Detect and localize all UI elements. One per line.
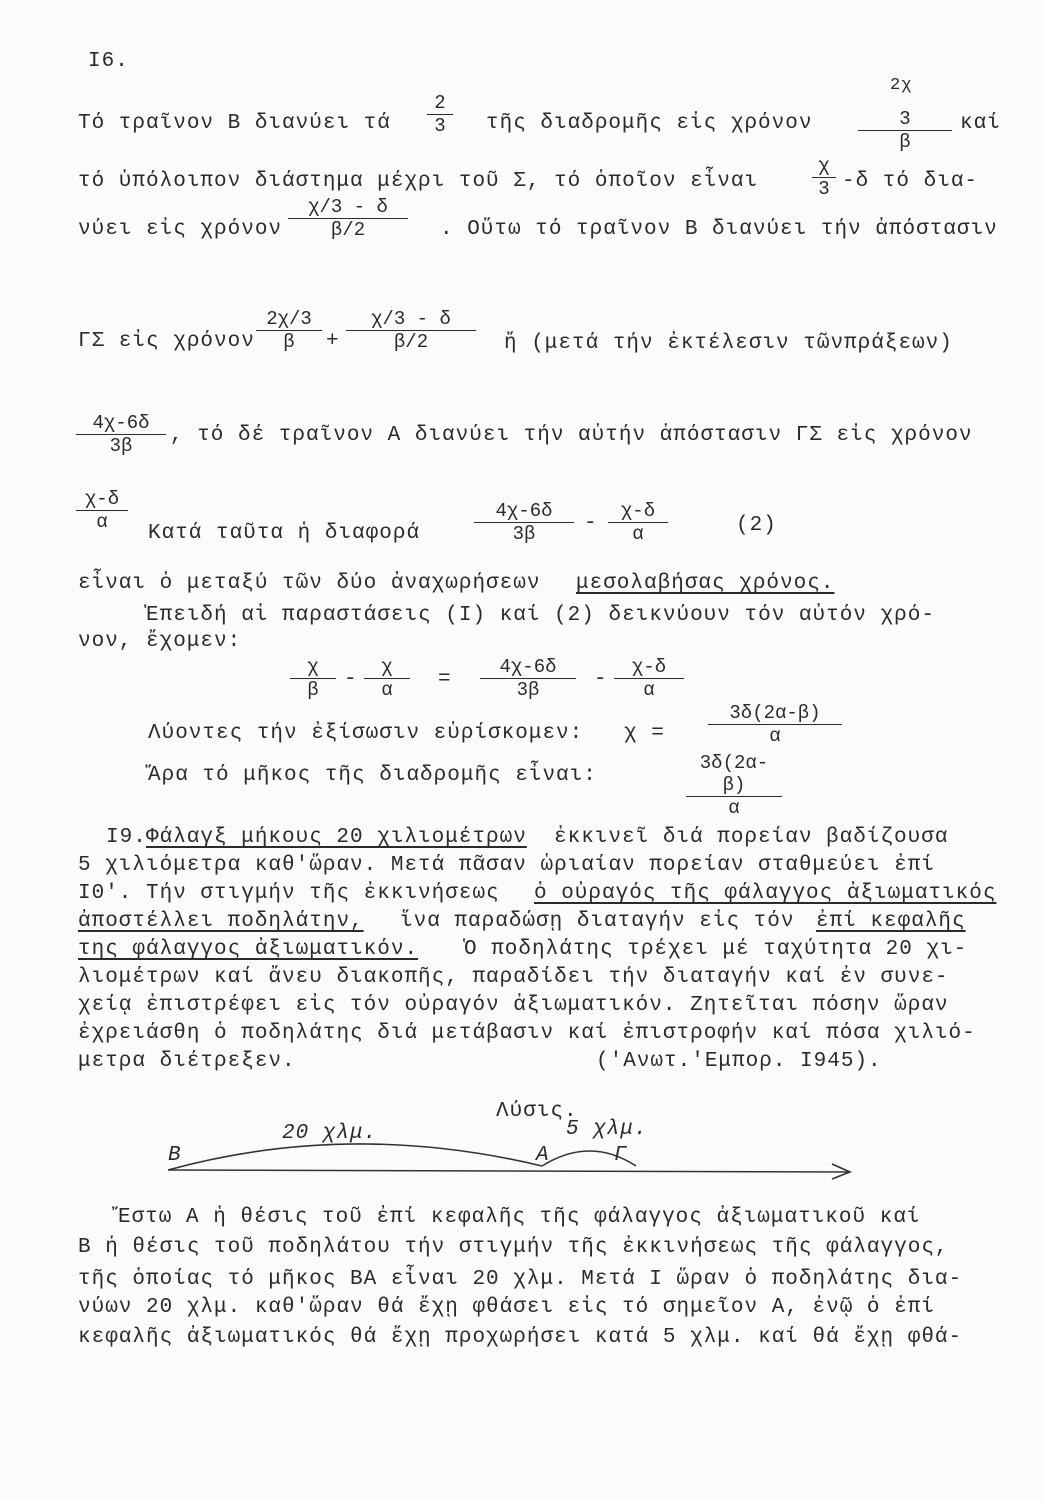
- minus-sign: -: [344, 668, 358, 691]
- fraction-two-thirds: $\frac{2}{3}$: [427, 92, 453, 137]
- length-fraction: $\frac{3\delta(2\alpha-\beta)}{\alpha}$: [686, 752, 782, 819]
- minus-sign: -: [594, 668, 608, 691]
- underlined-phrase: ἀποστέλλει ποδηλάτην,: [78, 910, 364, 933]
- text-line: τό ὑπόλοιπον διάστημα μέχρι τοῦ Σ, τό ὁποῖον εἶναι: [78, 170, 759, 193]
- fraction-2x3-over-b: $\frac{2\chi/3}{\beta}$: [256, 308, 322, 353]
- text-line: ἐχρειάσθη ὁ ποδηλάτης διά μετάβασιν καί ἐπιστροφήν καί πόσα χιλιό-: [78, 1022, 976, 1045]
- text-line: 5 χιλιόμετρα καθ'ὥραν. Μετά πᾶσαν ὡριαίαν πορείαν σταθμεύει ἐπί: [78, 854, 935, 877]
- base-line: [168, 1170, 850, 1172]
- fraction-time-b: $\frac{3}{\beta}$: [858, 108, 952, 153]
- text-line: , τό δέ τραῖνον Α διανύει τήν αὐτήν ἀπόστασιν ΓΣ εἰς χρόνον: [170, 424, 973, 447]
- arc-20km: [168, 1144, 542, 1170]
- point-label-a: Α: [536, 1144, 550, 1167]
- fraction-x-thirds: $\frac{\chi}{3}$: [812, 155, 836, 200]
- text-line: Κατά ταῦτα ἡ διαφορά: [148, 522, 421, 545]
- eq-fraction-x-a: $\frac{\chi}{\alpha}$: [364, 656, 410, 701]
- text-line: ἐκκινεῖ διά πορείαν βαδίζουσα: [554, 826, 949, 849]
- text-line: κεφαλῆς ἀξιωματικός θά ἔχῃ προχωρήσει κατά 5 χλμ. καί θά ἔχῃ φθά-: [78, 1326, 963, 1349]
- text-line: . Οὕτω τό τραῖνον Β διανύει τήν ἀπόστασιν: [440, 218, 998, 241]
- text-line: νύων 20 χλμ. καθ'ὥραν θά ἔχῃ φθάσει εἰς τό σημεῖον Α, ἐνῷ ὁ ἐπί: [78, 1296, 935, 1319]
- text-line: νον, ἔχομεν:: [78, 630, 242, 653]
- fraction-diff-b: $\frac{\chi-\delta}{\alpha}$: [608, 500, 668, 545]
- fraction-diff-a: $\frac{4\chi-6\delta}{3\beta}$: [474, 500, 574, 545]
- underlined-phrase: μεσολαβήσας χρόνος.: [576, 572, 835, 595]
- text-line: Ἔστω Α ἡ θέσις τοῦ ἐπί κεφαλῆς τῆς φάλαγγος ἀξιωματικοῦ καί: [118, 1206, 921, 1229]
- fraction-4x-6d-over-3b: $\frac{4\chi-6\delta}{3\beta}$: [76, 412, 166, 457]
- underlined-phrase: ἐπί κεφαλῆς: [816, 910, 966, 933]
- text-line: Ἐπειδή αἱ παραστάσεις (Ι) καί (2) δεικνύουν τόν αὐτόν χρό-: [146, 604, 935, 627]
- plus-sign: +: [326, 330, 340, 353]
- result-fraction: $\frac{3\delta(2\alpha-\beta)}{\alpha}$: [708, 702, 842, 747]
- fraction-top-numerator: 2χ: [890, 76, 913, 95]
- point-label-g: Γ: [614, 1144, 628, 1167]
- equals-sign: =: [438, 668, 452, 691]
- page-number: Ι6.: [88, 50, 129, 73]
- fraction-x-d-over-a: $\frac{\chi-\delta}{\alpha}$: [76, 488, 128, 533]
- text-line: ἤ (μετά τήν ἐκτέλεσιν τῶνπράξεων): [504, 332, 953, 355]
- equation-number: (2): [736, 514, 777, 537]
- text-line: λιομέτρων καί ἄνευ διακοπῆς, παραδίδει τήν διαταγήν καί ἐν συνε-: [78, 966, 949, 989]
- text-line: καί: [960, 112, 1001, 135]
- text-line: Ι0'. Τήν στιγμήν τῆς ἐκκινήσεως: [78, 882, 500, 905]
- problem-number: Ι9.: [106, 826, 147, 849]
- underlined-phrase: ὁ οὐραγός τῆς φάλαγγος ἀξιωματικός: [534, 882, 997, 905]
- text-line: -δ τό δια-: [842, 170, 979, 193]
- eq-fraction-x-b: $\frac{\chi}{\beta}$: [290, 656, 336, 701]
- text-line: εἶναι ὁ μεταξύ τῶν δύο ἀναχωρήσεων: [78, 572, 541, 595]
- solution-title: Λύσις.: [496, 1100, 578, 1123]
- underlined-phrase: της φάλαγγος ἀξιωματικόν.: [78, 938, 419, 961]
- text-line: Τό τραῖνον Β διανύει τά: [78, 112, 391, 135]
- text-line: Ὁ ποδηλάτης τρέχει μέ ταχύτητα 20 χι-: [464, 938, 968, 961]
- point-label-b: Β: [168, 1144, 182, 1167]
- text-line: ΓΣ εἰς χρόνον: [78, 330, 255, 353]
- underlined-phrase: Φάλαγξ μήκους 20 χιλιομέτρων: [146, 826, 527, 849]
- text-line: Β ἡ θέσις τοῦ ποδηλάτου τήν στιγμήν τῆς ἐκκινήσεως τῆς φάλαγγος,: [78, 1236, 949, 1259]
- text-line: τῆς διαδρομῆς εἰς χρόνον: [486, 112, 813, 135]
- fraction-x3-minus-d-over-b2: $\frac{\chi/3 - \delta}{\beta/2}$: [346, 308, 476, 353]
- eq-fraction-x-d-a: $\frac{\chi-\delta}{\alpha}$: [614, 656, 684, 701]
- minus-sign: -: [584, 512, 598, 535]
- text-line: ἵνα παραδώσῃ διαταγήν εἰς τόν: [400, 910, 795, 933]
- text-line: χείᾳ ἐπιστρέφει εἰς τόν οὐραγόν ἀξιωματικόν. Ζητεῖται πόσην ὥραν: [78, 994, 949, 1017]
- distance-label-20km: 20 χλμ.: [282, 1122, 378, 1145]
- chi-equals: χ =: [624, 722, 665, 745]
- fraction-remaining-time: $\frac{\chi/3 - \delta}{\beta/2}$: [288, 196, 408, 241]
- text-line: Λύοντες τήν ἐξίσωσιν εὑρίσκομεν:: [148, 722, 584, 745]
- text-line: μετρα διέτρεξεν.: [78, 1050, 296, 1073]
- distance-label-5km: 5 χλμ.: [566, 1118, 648, 1141]
- eq-fraction-4x-6d-3b: $\frac{4\chi-6\delta}{3\beta}$: [480, 656, 576, 701]
- text-line: τῆς ὁποίας τό μῆκος ΒΑ εἶναι 20 χλμ. Μετά Ι ὥραν ὁ ποδηλάτης δια-: [78, 1268, 963, 1291]
- text-line: νύει εἰς χρόνον: [78, 218, 283, 241]
- text-line: Ἄρα τό μῆκος τῆς διαδρομῆς εἶναι:: [148, 764, 597, 787]
- source-citation: ('Ανωτ.'Εμπορ. Ι945).: [596, 1050, 882, 1073]
